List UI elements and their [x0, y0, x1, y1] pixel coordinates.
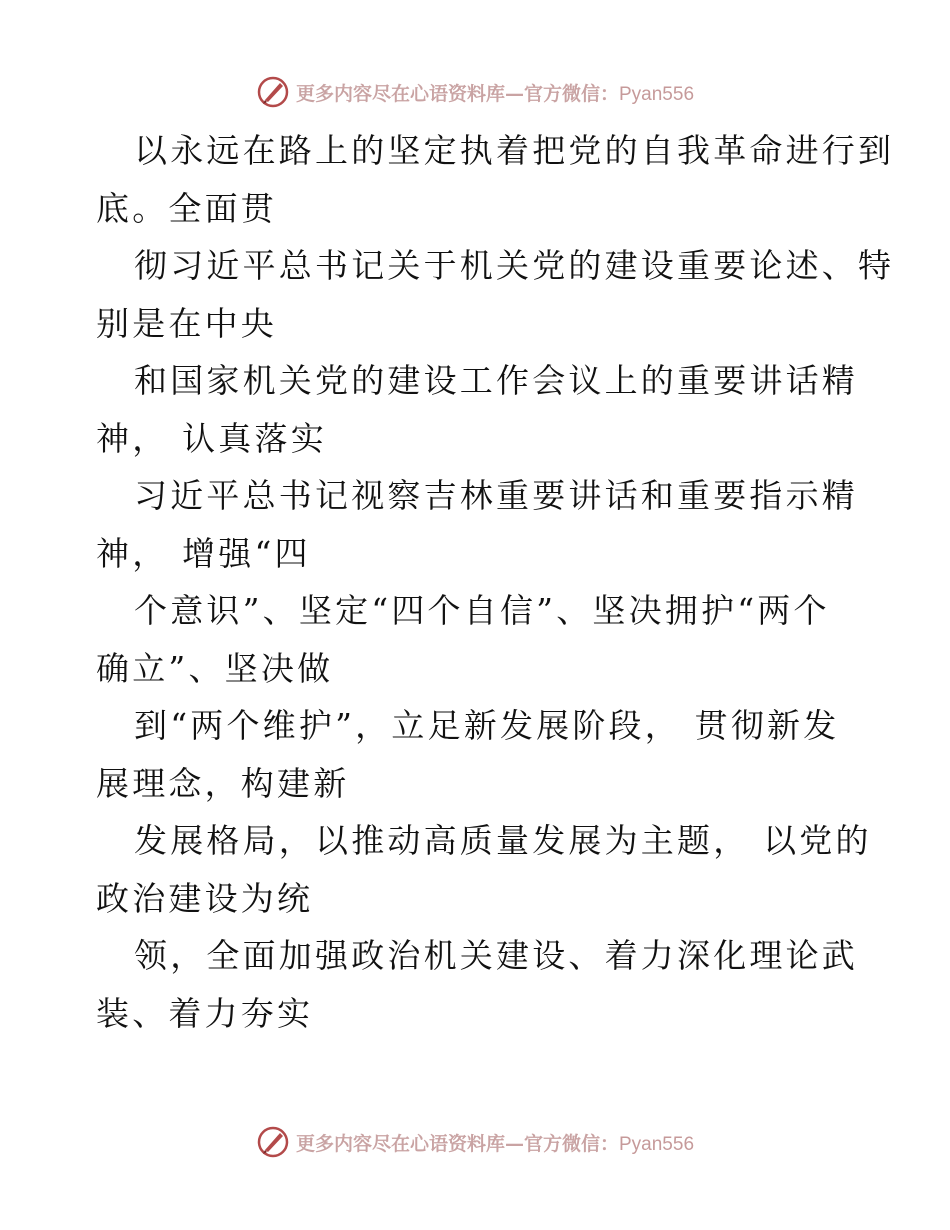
text-line: 别是在中央	[96, 303, 277, 343]
text-line: 神， 认真落实	[96, 418, 327, 458]
quill-pen-seal-icon	[256, 75, 290, 109]
watermark-text: 更多内容尽在心语资料库—官方微信：Pyan556	[295, 1132, 695, 1155]
text-line: 装、着力夯实	[96, 993, 314, 1033]
text-line: 神， 增强“四	[96, 533, 311, 573]
watermark-text: 更多内容尽在心语资料库—官方微信：Pyan556	[295, 82, 695, 105]
watermark-handle: Pyan556	[619, 1133, 695, 1155]
text-line: 和国家机关党的建设工作会议上的重要讲话精	[134, 361, 858, 400]
text-line: 到“两个维护”，立足新发展阶段， 贯彻新发	[134, 706, 840, 745]
watermark-handle: Pyan556	[619, 83, 695, 105]
document-body	[96, 122, 895, 1042]
quill-pen-seal-icon	[256, 1125, 290, 1159]
header-watermark	[0, 72, 950, 112]
text-line: 个意识”、坚定“四个自信”、坚决拥护“两个	[134, 591, 830, 630]
text-line: 习近平总书记视察吉林重要讲话和重要指示精	[134, 476, 858, 515]
text-line: 彻习近平总书记关于机关党的建设重要论述、特	[134, 246, 895, 285]
footer-watermark	[0, 1122, 950, 1162]
text-line: 政治建设为统	[96, 878, 314, 918]
text-line: 以永远在路上的坚定执着把党的自我革命进行到	[134, 131, 895, 170]
text-line: 确立”、坚决做	[96, 648, 334, 688]
text-line: 发展格局，以推动高质量发展为主题， 以党的	[134, 821, 872, 860]
text-line: 底。全面贯	[96, 188, 277, 228]
text-line: 展理念，构建新	[96, 763, 350, 803]
text-line: 领，全面加强政治机关建设、着力深化理论武	[134, 936, 858, 975]
